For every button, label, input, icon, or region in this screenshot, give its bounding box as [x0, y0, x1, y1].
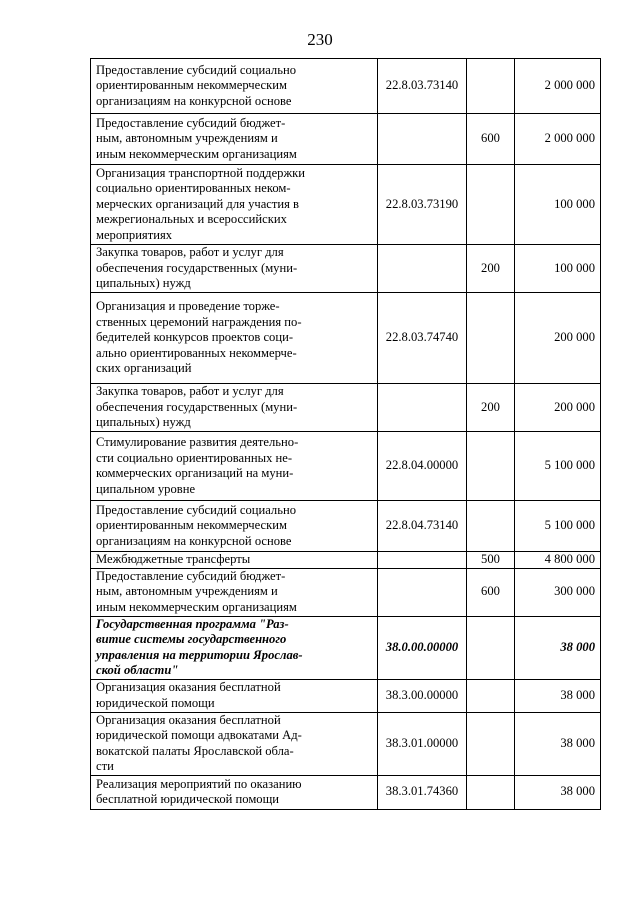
table-row [91, 712, 601, 775]
row-name-line: юридической помощи адвокатами Ад- [96, 728, 302, 742]
table-row [91, 775, 601, 809]
row-name-line: управления на территории Ярослав- [96, 647, 303, 662]
target-code-cell: 38.3.01.74360 [378, 775, 467, 809]
sum-cell: 300 000 [515, 568, 601, 616]
row-name-line: организациям на конкурсной основе [96, 533, 292, 548]
target-code-cell [378, 245, 467, 293]
row-name-line: иным некоммерческим организациям [96, 146, 297, 161]
row-name-line: обеспечения государственных (муни- [96, 399, 298, 414]
target-code-cell: 38.3.01.00000 [378, 712, 467, 775]
row-name-cell [91, 568, 378, 616]
row-name-line: ным, автономным учреждениям и [96, 584, 278, 599]
row-name-cell [91, 384, 378, 432]
table-row [91, 432, 601, 501]
row-name-line: коммерческих организаций на муни- [96, 466, 294, 480]
row-name-line: бесплатной юридической помощи [96, 792, 280, 806]
target-code-cell: 38.3.00.00000 [378, 679, 467, 712]
row-name-cell [91, 245, 378, 293]
row-name-line: Организация транспортной поддержки [96, 165, 306, 180]
row-name-cell [91, 616, 378, 679]
table-row [91, 293, 601, 384]
sum-cell: 5 100 000 [515, 432, 601, 501]
row-name-line: витие системы государственного [96, 632, 287, 646]
row-name-line: Предоставление субсидий социально [96, 62, 296, 77]
row-name-line: Закупка товаров, работ и услуг для [96, 245, 284, 260]
row-name-line: мероприятиях [96, 227, 173, 242]
sum-cell: 100 000 [515, 165, 601, 245]
table-row [91, 384, 601, 432]
expense-type-cell [467, 432, 515, 501]
row-name-line: социально ориентированных неком- [96, 181, 291, 196]
row-name-cell [91, 552, 378, 569]
row-name-cell [91, 59, 378, 114]
sum-cell: 2 000 000 [515, 59, 601, 114]
row-name-line: Предоставление субсидий бюджет- [96, 115, 286, 130]
target-code-cell [378, 568, 467, 616]
target-code-cell [378, 114, 467, 165]
row-name-line: иным некоммерческим организациям [96, 599, 297, 614]
sum-cell: 2 000 000 [515, 114, 601, 165]
row-name-line: ально ориентированных некоммерче- [96, 345, 297, 360]
expense-type-cell: 600 [467, 568, 515, 616]
page-number: 230 [307, 30, 333, 49]
expense-type-cell [467, 775, 515, 809]
target-code-cell: 22.8.03.73140 [378, 59, 467, 114]
sum-cell: 38 000 [515, 616, 601, 679]
row-name-line: Межбюджетные трансферты [96, 552, 251, 566]
row-name-line: организациям на конкурсной основе [96, 93, 292, 108]
row-name-line: ципальном уровне [96, 481, 196, 496]
table-row [91, 59, 601, 114]
row-name-line: Предоставление субсидий социально [96, 502, 296, 517]
row-name-line: сти социально ориентированных не- [96, 450, 293, 465]
row-name-line: ципальных) нужд [96, 415, 191, 430]
table-row [91, 616, 601, 679]
sum-cell: 38 000 [515, 679, 601, 712]
expense-type-cell: 200 [467, 384, 515, 432]
row-name-line: ориентированным некоммерческим [96, 78, 287, 93]
table-row [91, 552, 601, 569]
table-row [91, 679, 601, 712]
row-name-line: Организация оказания бесплатной [96, 712, 281, 727]
target-code-cell: 22.8.04.00000 [378, 432, 467, 501]
target-code-cell: 22.8.03.74740 [378, 293, 467, 384]
row-name-cell [91, 501, 378, 552]
row-name-line: Предоставление субсидий бюджет- [96, 568, 286, 583]
row-name-line: межрегиональных и всероссийских [96, 212, 287, 227]
row-name-cell [91, 114, 378, 165]
row-name-line: сти [96, 759, 114, 773]
table-row [91, 501, 601, 552]
row-name-cell [91, 775, 378, 809]
table-row [91, 114, 601, 165]
sum-cell: 200 000 [515, 384, 601, 432]
target-code-cell [378, 552, 467, 569]
expense-type-cell: 500 [467, 552, 515, 569]
row-name-line: бедителей конкурсов проектов соци- [96, 330, 294, 345]
row-name-line: Стимулирование развития деятельно- [96, 435, 299, 449]
row-name-line: обеспечения государственных (муни- [96, 260, 298, 275]
expense-type-cell: 200 [467, 245, 515, 293]
row-name-line: ской области" [96, 663, 179, 677]
table-row [91, 165, 601, 245]
sum-cell: 38 000 [515, 775, 601, 809]
expense-type-cell: 600 [467, 114, 515, 165]
row-name-line: вокатской палаты Ярославской обла- [96, 743, 294, 758]
row-name-line: ственных церемоний награждения по- [96, 314, 302, 329]
target-code-cell: 22.8.04.73140 [378, 501, 467, 552]
row-name-line: юридической помощи [96, 695, 215, 710]
table-row [91, 568, 601, 616]
expense-type-cell [467, 501, 515, 552]
sum-cell: 4 800 000 [515, 552, 601, 569]
sum-cell: 5 100 000 [515, 501, 601, 552]
target-code-cell: 38.0.00.00000 [378, 616, 467, 679]
sum-cell: 100 000 [515, 245, 601, 293]
row-name-cell [91, 293, 378, 384]
target-code-cell [378, 384, 467, 432]
expense-type-cell [467, 293, 515, 384]
expense-type-cell [467, 712, 515, 775]
sum-cell: 38 000 [515, 712, 601, 775]
table-row [91, 245, 601, 293]
expense-type-cell [467, 616, 515, 679]
row-name-line: ным, автономным учреждениям и [96, 131, 278, 146]
expense-type-cell [467, 679, 515, 712]
sum-cell: 200 000 [515, 293, 601, 384]
budget-table [90, 58, 601, 810]
row-name-line: Реализация мероприятий по оказанию [96, 776, 302, 791]
row-name-line: Организация и проведение торже- [96, 299, 280, 314]
row-name-line: Закупка товаров, работ и услуг для [96, 384, 284, 399]
row-name-cell [91, 432, 378, 501]
target-code-cell: 22.8.03.73190 [378, 165, 467, 245]
row-name-line: Государственная программа "Раз- [96, 616, 289, 631]
row-name-line: ципальных) нужд [96, 276, 191, 291]
row-name-line: ских организаций [96, 361, 192, 376]
row-name-cell [91, 679, 378, 712]
row-name-line: ориентированным некоммерческим [96, 518, 287, 533]
expense-type-cell [467, 59, 515, 114]
row-name-line: мерческих организаций для участия в [96, 196, 300, 211]
row-name-cell [91, 712, 378, 775]
row-name-cell [91, 165, 378, 245]
expense-type-cell [467, 165, 515, 245]
row-name-line: Организация оказания бесплатной [96, 680, 281, 694]
